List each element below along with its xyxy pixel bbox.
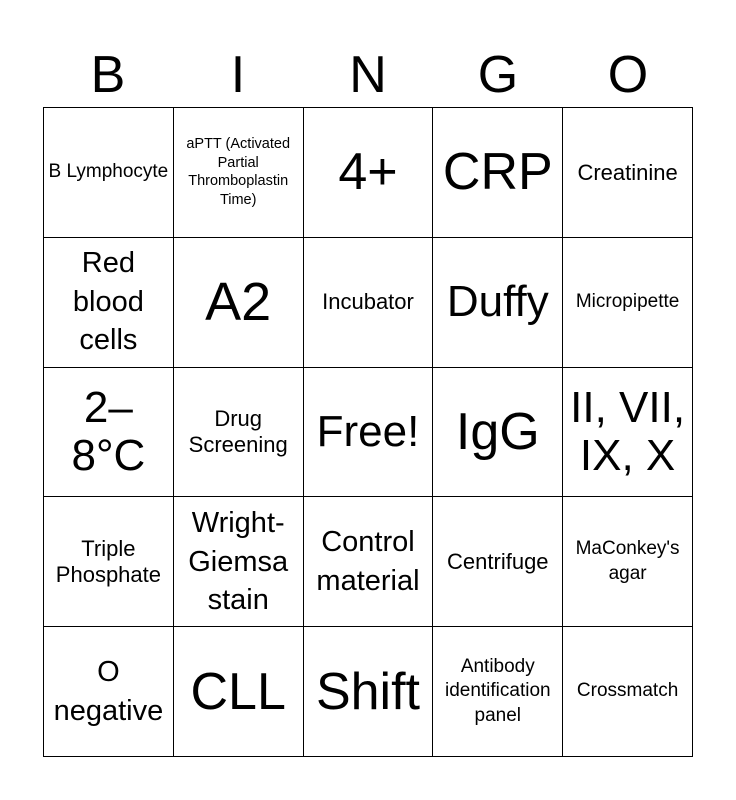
bingo-cell-b4[interactable]: Triple Phosphate xyxy=(44,497,174,627)
bingo-cell-b5[interactable]: O negative xyxy=(44,627,174,757)
bingo-cell-i1[interactable]: aPTT (Activated Partial Thromboplastin Time) xyxy=(174,108,304,238)
bingo-cell-i4[interactable]: Wright-Giemsa stain xyxy=(174,497,304,627)
bingo-cell-o5[interactable]: Crossmatch xyxy=(563,627,693,757)
bingo-cell-b3[interactable]: 2–8°C xyxy=(44,368,174,498)
header-letter-g: G xyxy=(477,46,519,104)
bingo-cell-b1[interactable]: B Lymphocyte xyxy=(44,108,174,238)
bingo-cell-g1[interactable]: CRP xyxy=(433,108,563,238)
bingo-cell-o1[interactable]: Creatinine xyxy=(563,108,693,238)
bingo-cell-i5[interactable]: CLL xyxy=(174,627,304,757)
bingo-cell-o2[interactable]: Micropipette xyxy=(563,238,693,368)
bingo-cell-i2[interactable]: A2 xyxy=(174,238,304,368)
header-letter-o: O xyxy=(607,46,649,104)
header-letter-n: N xyxy=(349,46,387,104)
bingo-cell-g3[interactable]: IgG xyxy=(433,368,563,498)
bingo-grid xyxy=(43,107,693,757)
bingo-cell-g5[interactable]: Antibody identification panel xyxy=(433,627,563,757)
bingo-cell-g4[interactable]: Centrifuge xyxy=(433,497,563,627)
bingo-cell-b2[interactable]: Red blood cells xyxy=(44,238,174,368)
bingo-cell-i3[interactable]: Drug Screening xyxy=(174,368,304,498)
bingo-cell-n4[interactable]: Control material xyxy=(304,497,434,627)
bingo-header xyxy=(43,42,693,108)
bingo-cell-n3-free[interactable]: Free! xyxy=(304,368,434,498)
bingo-cell-n1[interactable]: 4+ xyxy=(304,108,434,238)
bingo-cell-g2[interactable]: Duffy xyxy=(433,238,563,368)
bingo-cell-o4[interactable]: MaConkey's agar xyxy=(563,497,693,627)
header-letter-i: I xyxy=(230,46,246,104)
bingo-cell-n5[interactable]: Shift xyxy=(304,627,434,757)
header-letter-b: B xyxy=(90,46,126,104)
bingo-cell-n2[interactable]: Incubator xyxy=(304,238,434,368)
bingo-cell-o3[interactable]: II, VII, IX, X xyxy=(563,368,693,498)
